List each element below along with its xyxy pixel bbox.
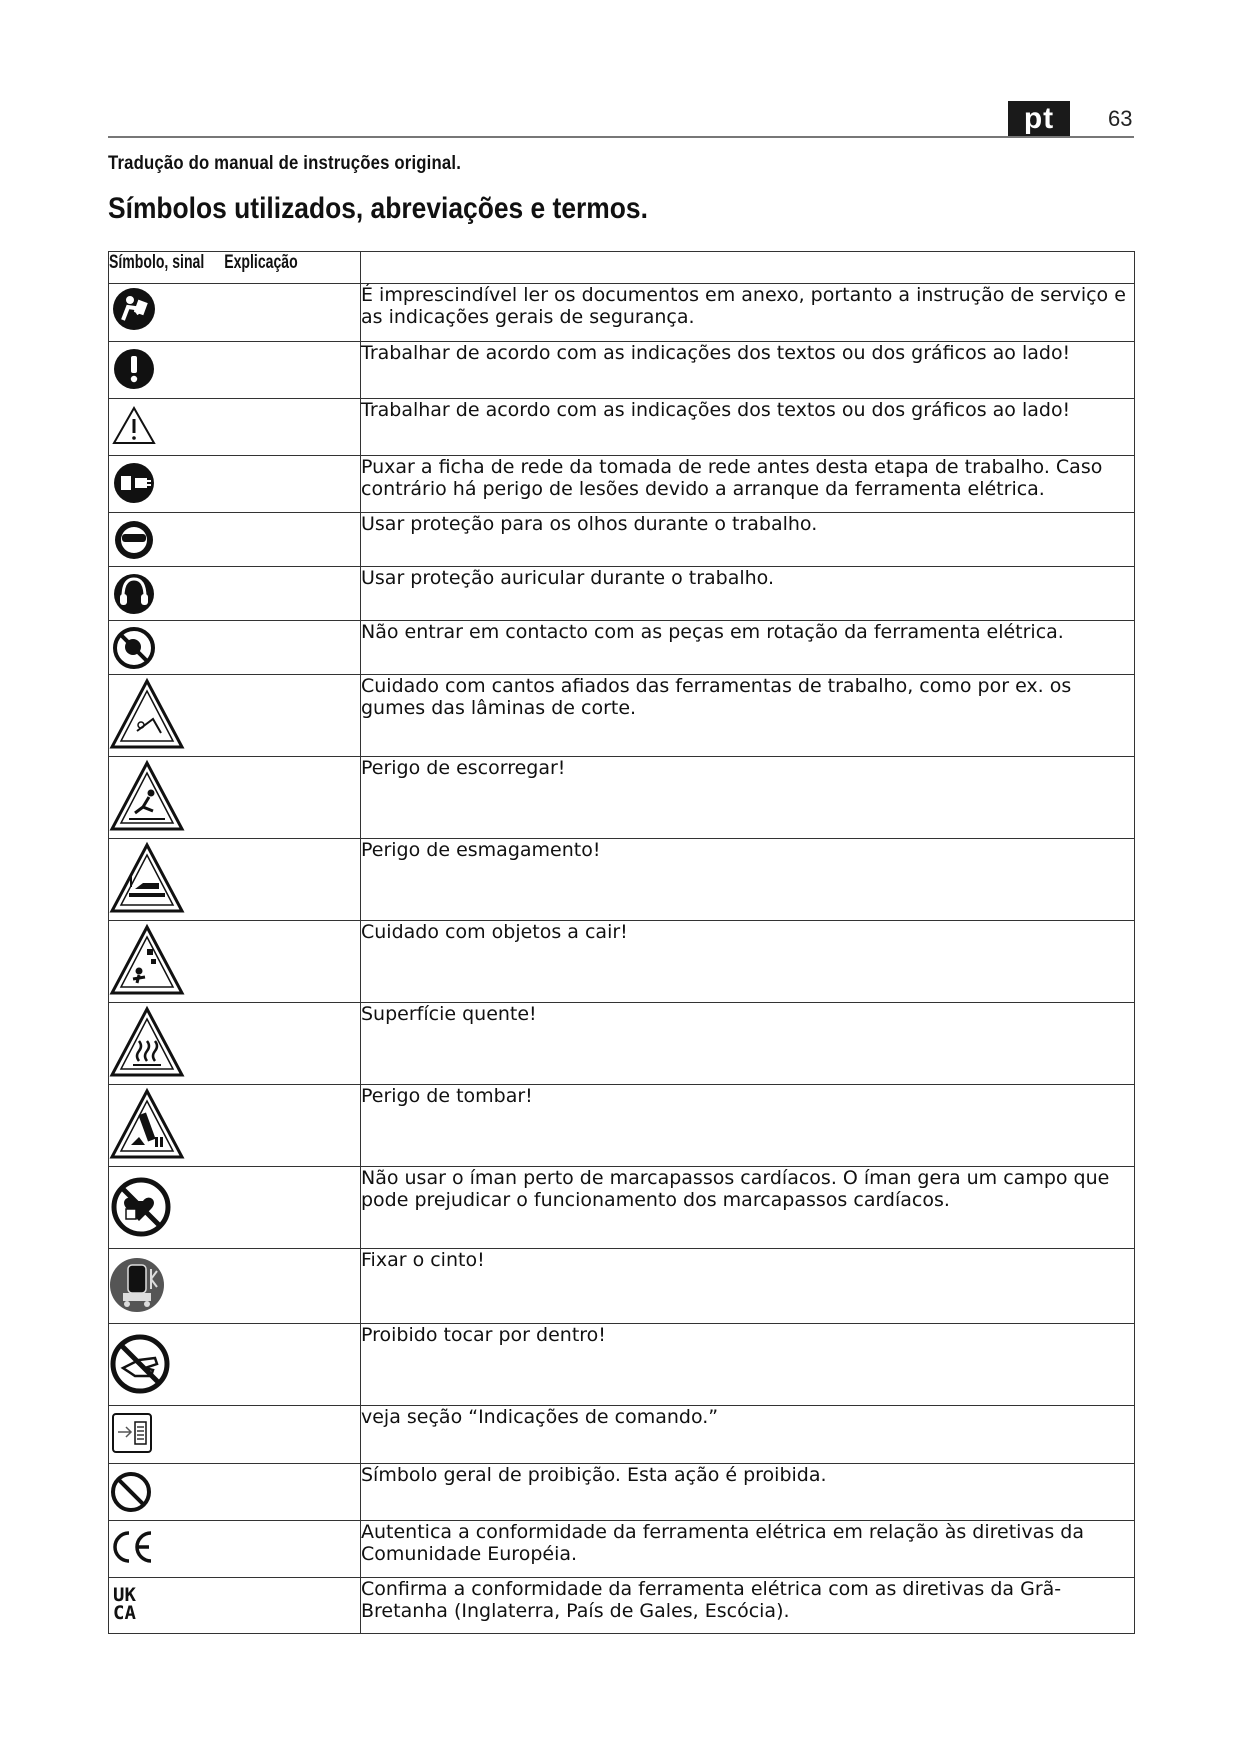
ear-protection-icon xyxy=(109,567,159,617)
unplug-icon xyxy=(109,456,159,506)
falling-objects-icon xyxy=(109,921,185,997)
symbols-table xyxy=(108,251,1135,1634)
symbol-cell xyxy=(109,1324,361,1406)
explanation-text: Símbolo geral de proibição. Esta ação é proibida. xyxy=(361,1464,827,1486)
symbol-cell xyxy=(109,513,361,567)
explanation-text: Cuidado com cantos afiados das ferramentas de trabalho, como por ex. os gumes das lâminas de corte. xyxy=(361,675,1072,719)
explanation-text: Superfície quente! xyxy=(361,1003,537,1025)
ukca-mark-icon xyxy=(109,1578,360,1622)
eye-protection-icon xyxy=(109,513,159,563)
explanation-cell xyxy=(361,621,1135,675)
fasten-belt-icon xyxy=(109,1249,175,1315)
explanation-text: Proibido tocar por dentro! xyxy=(361,1324,606,1346)
table-row xyxy=(109,1003,1135,1085)
symbol-cell xyxy=(109,1003,361,1085)
explanation-text: Usar proteção para os olhos durante o trabalho. xyxy=(361,513,818,535)
explanation-text: Fixar o cinto! xyxy=(361,1249,485,1271)
mandatory-exclamation-icon xyxy=(109,342,159,392)
explanation-text: Trabalhar de acordo com as indicações dos textos ou dos gráficos ao lado! xyxy=(361,399,1071,421)
table-row xyxy=(109,1085,1135,1167)
language-badge: pt xyxy=(1008,101,1070,137)
explanation-text: Usar proteção auricular durante o trabalho. xyxy=(361,567,775,589)
table-row xyxy=(109,1578,1135,1634)
explanation-cell xyxy=(361,1167,1135,1249)
explanation-text: É imprescindível ler os documentos em anexo, portanto a instrução de serviço e as indicações gerais de segurança. xyxy=(361,284,1126,328)
table-row xyxy=(109,1406,1135,1464)
table-row xyxy=(109,839,1135,921)
symbol-cell xyxy=(109,1085,361,1167)
ce-mark-icon xyxy=(109,1521,159,1573)
explanation-cell xyxy=(361,1003,1135,1085)
column-header-explanation: Explicação xyxy=(224,252,298,273)
explanation-cell xyxy=(361,1578,1135,1634)
symbol-cell xyxy=(109,1406,361,1464)
table-row xyxy=(109,456,1135,513)
explanation-cell xyxy=(361,399,1135,456)
sharp-edges-icon xyxy=(109,675,185,751)
explanation-text: Trabalhar de acordo com as indicações dos textos ou dos gráficos ao lado! xyxy=(361,342,1071,364)
table-row xyxy=(109,1167,1135,1249)
symbol-cell xyxy=(109,456,361,513)
symbol-cell xyxy=(109,567,361,621)
explanation-cell xyxy=(361,1324,1135,1406)
explanation-text: Puxar a ficha de rede da tomada de rede antes desta etapa de trabalho. Caso contrário há perigo de lesões devido a arranque da ferramenta elétrica. xyxy=(361,456,1103,500)
tipping-hazard-icon xyxy=(109,1085,185,1161)
symbol-cell xyxy=(109,1578,361,1634)
explanation-cell xyxy=(361,567,1135,621)
symbol-cell xyxy=(109,1249,361,1324)
table-row xyxy=(109,567,1135,621)
no-touch-rotating-icon xyxy=(109,621,159,671)
symbol-cell xyxy=(109,284,361,342)
table-row xyxy=(109,1521,1135,1578)
explanation-cell xyxy=(361,757,1135,839)
explanation-cell xyxy=(361,342,1135,399)
explanation-cell xyxy=(361,284,1135,342)
warning-triangle-icon xyxy=(109,399,159,449)
symbol-cell xyxy=(109,921,361,1003)
see-section-icon xyxy=(109,1406,159,1458)
ukca-mark-line: UK xyxy=(113,1584,136,1606)
table-row xyxy=(109,757,1135,839)
ukca-mark-line: CA xyxy=(113,1602,136,1624)
explanation-cell xyxy=(361,1521,1135,1578)
explanation-text: veja seção “Indicações de comando.” xyxy=(361,1406,719,1428)
no-reach-inside-icon xyxy=(109,1324,179,1400)
table-row xyxy=(109,284,1135,342)
page-number: 63 xyxy=(1108,106,1133,131)
explanation-text: Perigo de tombar! xyxy=(361,1085,533,1107)
read-manual-icon xyxy=(109,284,159,334)
table-row xyxy=(109,513,1135,567)
explanation-cell xyxy=(361,839,1135,921)
table-row xyxy=(109,1324,1135,1406)
symbol-cell xyxy=(109,399,361,456)
header-cell-empty xyxy=(361,252,1135,284)
symbol-cell xyxy=(109,1521,361,1578)
table-row xyxy=(109,399,1135,456)
symbol-cell xyxy=(109,342,361,399)
table-row xyxy=(109,675,1135,757)
slip-hazard-icon xyxy=(109,757,185,833)
explanation-cell xyxy=(361,1249,1135,1324)
symbol-cell xyxy=(109,675,361,757)
explanation-text: Autentica a conformidade da ferramenta elétrica em relação às diretivas da Comunidade Européia. xyxy=(361,1521,1084,1565)
explanation-text: Não entrar em contacto com as peças em rotação da ferramenta elétrica. xyxy=(361,621,1064,643)
hot-surface-icon xyxy=(109,1003,185,1079)
explanation-text: Não usar o íman perto de marcapassos cardíacos. O íman gera um campo que pode prejudicar o funcionamento dos marcapassos cardíacos. xyxy=(361,1167,1110,1211)
table-row xyxy=(109,1464,1135,1521)
column-header-symbol: Símbolo, sinal xyxy=(109,252,205,273)
table-row xyxy=(109,621,1135,675)
table-row xyxy=(109,1249,1135,1324)
page-title: Símbolos utilizados, abreviações e termos. xyxy=(108,192,648,225)
symbol-cell xyxy=(109,1464,361,1521)
explanation-cell xyxy=(361,1085,1135,1167)
explanation-text: Cuidado com objetos a cair! xyxy=(361,921,628,943)
explanation-text: Perigo de esmagamento! xyxy=(361,839,601,861)
document-subtitle: Tradução do manual de instruções original. xyxy=(108,153,462,174)
table-header-row xyxy=(109,252,1135,284)
no-pacemaker-icon xyxy=(109,1167,179,1243)
explanation-text: Perigo de escorregar! xyxy=(361,757,566,779)
header-rule xyxy=(108,136,1134,138)
explanation-cell xyxy=(361,675,1135,757)
explanation-text: Confirma a conformidade da ferramenta elétrica com as diretivas da Grã-Bretanha (Inglaterra, País de Gales, Escócia). xyxy=(361,1578,1062,1622)
explanation-cell xyxy=(361,456,1135,513)
prohibition-icon xyxy=(109,1464,159,1516)
explanation-cell xyxy=(361,921,1135,1003)
explanation-cell xyxy=(361,1406,1135,1464)
symbol-cell xyxy=(109,621,361,675)
explanation-cell xyxy=(361,1464,1135,1521)
crush-hazard-icon xyxy=(109,839,185,915)
symbol-cell xyxy=(109,839,361,921)
header-cell xyxy=(109,252,361,284)
table-row xyxy=(109,921,1135,1003)
explanation-cell xyxy=(361,513,1135,567)
table-row xyxy=(109,342,1135,399)
symbol-cell xyxy=(109,757,361,839)
symbol-cell xyxy=(109,1167,361,1249)
